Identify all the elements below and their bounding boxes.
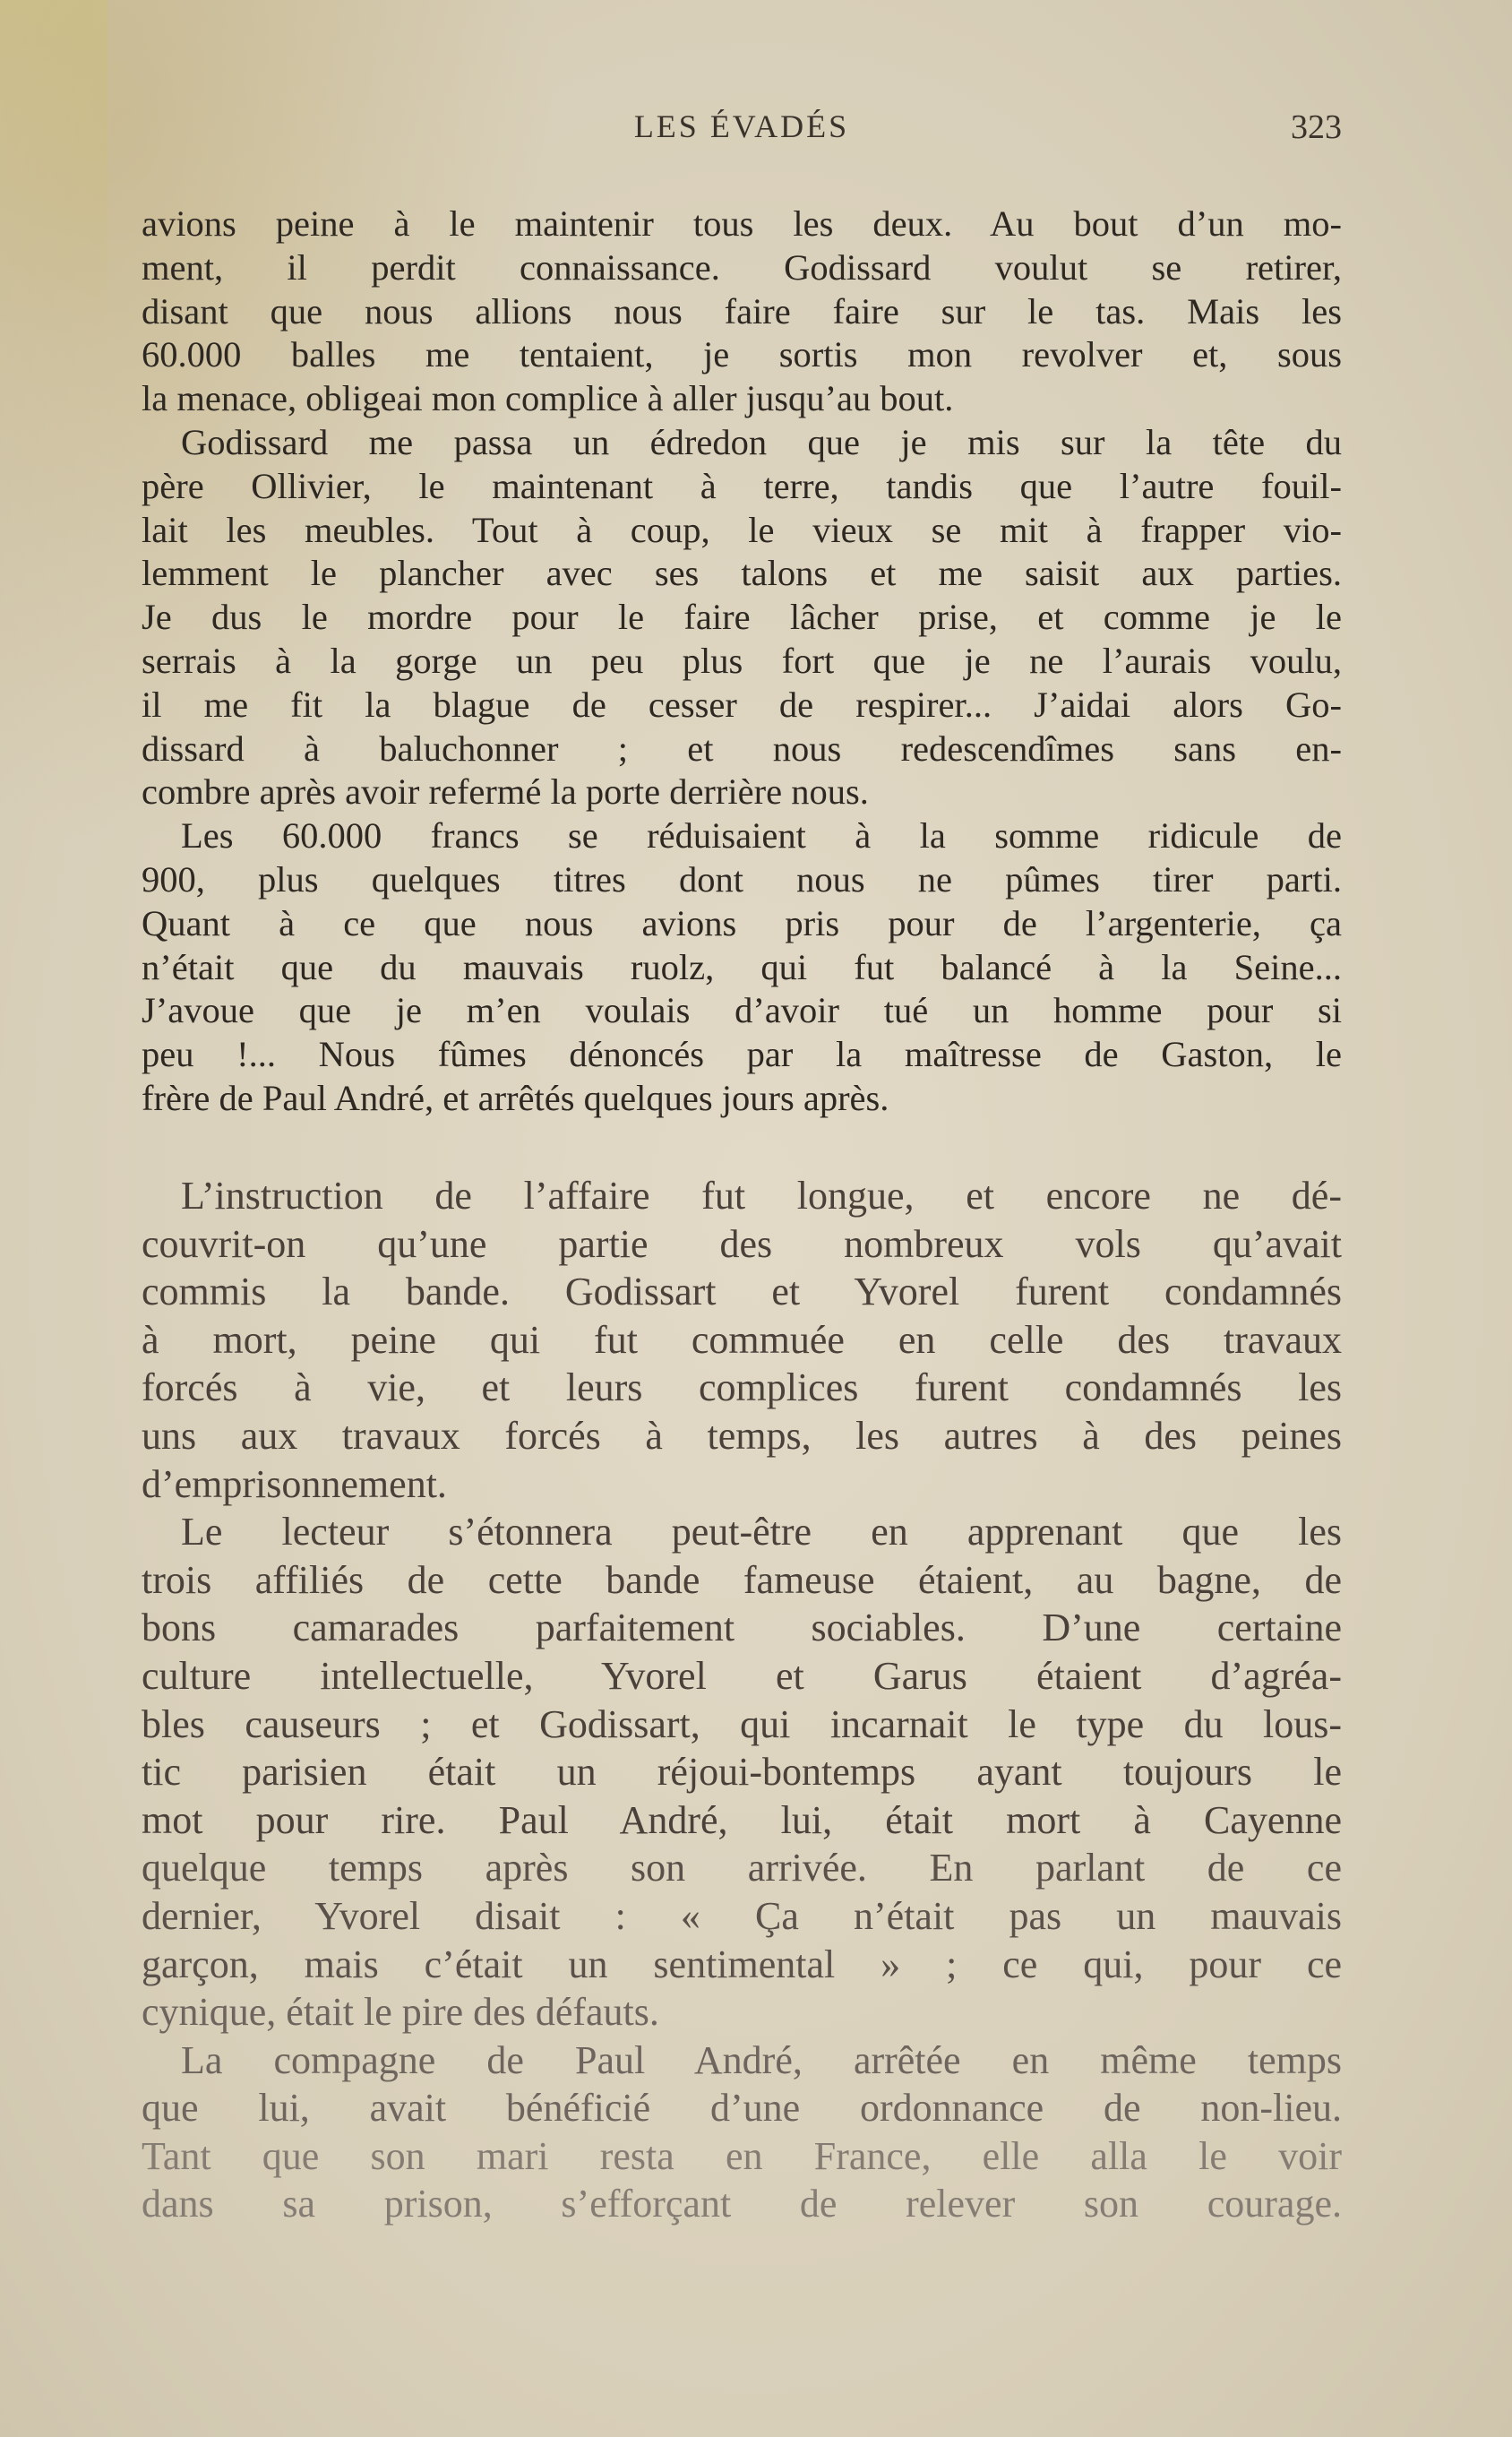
text-line: lemment le plancher avec ses talons et me saisit aux parties. bbox=[142, 553, 1342, 594]
text-line: père Ollivier, le maintenant à terre, tandis que l’autre fouil- bbox=[142, 465, 1342, 506]
text-line: L’instruction de l’affaire fut longue, et encore ne dé- bbox=[181, 1174, 1342, 1218]
text-line: Le lecteur s’étonnera peut-être en apprenant que les bbox=[181, 1510, 1342, 1554]
text-line: la menace, obligeai mon complice à aller jusqu’au bout. bbox=[142, 378, 954, 419]
text-line: d’emprisonnement. bbox=[142, 1461, 447, 1506]
text-line: couvrit-on qu’une partie des nombreux vols qu’avait bbox=[142, 1221, 1342, 1266]
passage-confession bbox=[142, 202, 1342, 1121]
page-number: 323 bbox=[1291, 108, 1342, 146]
text-line: frère de Paul André, et arrêtés quelques jours après. bbox=[142, 1077, 889, 1118]
text-line: Godissard me passa un édredon que je mis sur la tête du bbox=[181, 421, 1342, 462]
text-line: serrais à la gorge un peu plus fort que je ne l’aurais voulu, bbox=[142, 640, 1342, 681]
text-line: dans sa prison, s’efforçant de relever son courage. bbox=[142, 2182, 1342, 2226]
text-line: dernier, Yvorel disait : « Ça n’était pas un mauvais bbox=[142, 1893, 1342, 1938]
text-line: La compagne de Paul André, arrêtée en même temps bbox=[181, 2037, 1342, 2082]
text-line: que lui, avait bénéficié d’une ordonnance de non-lieu. bbox=[142, 2086, 1342, 2131]
text-line: tic parisien était un réjoui-bontemps ayant toujours le bbox=[142, 1750, 1342, 1795]
text-line: disant que nous allions nous faire faire sur le tas. Mais les bbox=[142, 290, 1342, 332]
paper-stain bbox=[0, 0, 107, 358]
text-line: Je dus le mordre pour le faire lâcher prise, et comme je le bbox=[142, 597, 1342, 638]
text-line: uns aux travaux forcés à temps, les autres à des peines bbox=[142, 1413, 1342, 1458]
text-line: dissard à baluchonner ; et nous redescendîmes sans en- bbox=[142, 728, 1342, 769]
text-line: forcés à vie, et leurs complices furent condamnés les bbox=[142, 1365, 1342, 1410]
text-line: commis la bande. Godissart et Yvorel furent condamnés bbox=[142, 1270, 1342, 1314]
text-line: quelque temps après son arrivée. En parlant de ce bbox=[142, 1846, 1342, 1890]
text-line: trois affiliés de cette bande fameuse étaient, au bagne, de bbox=[142, 1557, 1342, 1602]
text-line: bles causeurs ; et Godissart, qui incarnait le type du lous- bbox=[142, 1701, 1342, 1746]
text-line: avions peine à le maintenir tous les deux. Au bout d’un mo- bbox=[142, 203, 1342, 244]
page-header bbox=[142, 108, 1342, 161]
running-title: LES ÉVADÉS bbox=[633, 108, 850, 144]
text-line: culture intellectuelle, Yvorel et Garus étaient d’agréa- bbox=[142, 1653, 1342, 1698]
text-line: n’était que du mauvais ruolz, qui fut balancé à la Seine... bbox=[142, 946, 1342, 987]
text-line: bons camarades parfaitement sociables. D’une certaine bbox=[142, 1606, 1342, 1650]
text-line: Les 60.000 francs se réduisaient à la somme ridicule de bbox=[181, 815, 1342, 857]
passage-narration bbox=[142, 1172, 1342, 2228]
text-line: il me fit la blague de cesser de respirer... J’aidai alors Go- bbox=[142, 684, 1342, 725]
text-line: Quant à ce que nous avions pris pour de l’argenterie, ça bbox=[142, 902, 1342, 943]
text-line: peu !... Nous fûmes dénoncés par la maîtresse de Gaston, le bbox=[142, 1034, 1342, 1075]
text-line: J’avoue que je m’en voulais d’avoir tué un homme pour si bbox=[142, 990, 1342, 1031]
text-line: garçon, mais c’était un sentimental » ; ce qui, pour ce bbox=[142, 1942, 1342, 1986]
text-line: cynique, était le pire des défauts. bbox=[142, 1990, 659, 2035]
text-line: ment, il perdit connaissance. Godissard voulut se retirer, bbox=[142, 246, 1342, 288]
text-line: 900, plus quelques titres dont nous ne pûmes tirer parti. bbox=[142, 858, 1342, 900]
text-line: lait les meubles. Tout à coup, le vieux se mit à frapper vio- bbox=[142, 509, 1342, 550]
text-line: Tant que son mari resta en France, elle alla le voir bbox=[142, 2133, 1342, 2178]
text-line: mot pour rire. Paul André, lui, était mort à Cayenne bbox=[142, 1797, 1342, 1842]
text-line: combre après avoir refermé la porte derrière nous. bbox=[142, 771, 869, 813]
text-line: à mort, peine qui fut commuée en celle des travaux bbox=[142, 1317, 1342, 1362]
text-line: 60.000 balles me tentaient, je sortis mon revolver et, sous bbox=[142, 334, 1342, 375]
